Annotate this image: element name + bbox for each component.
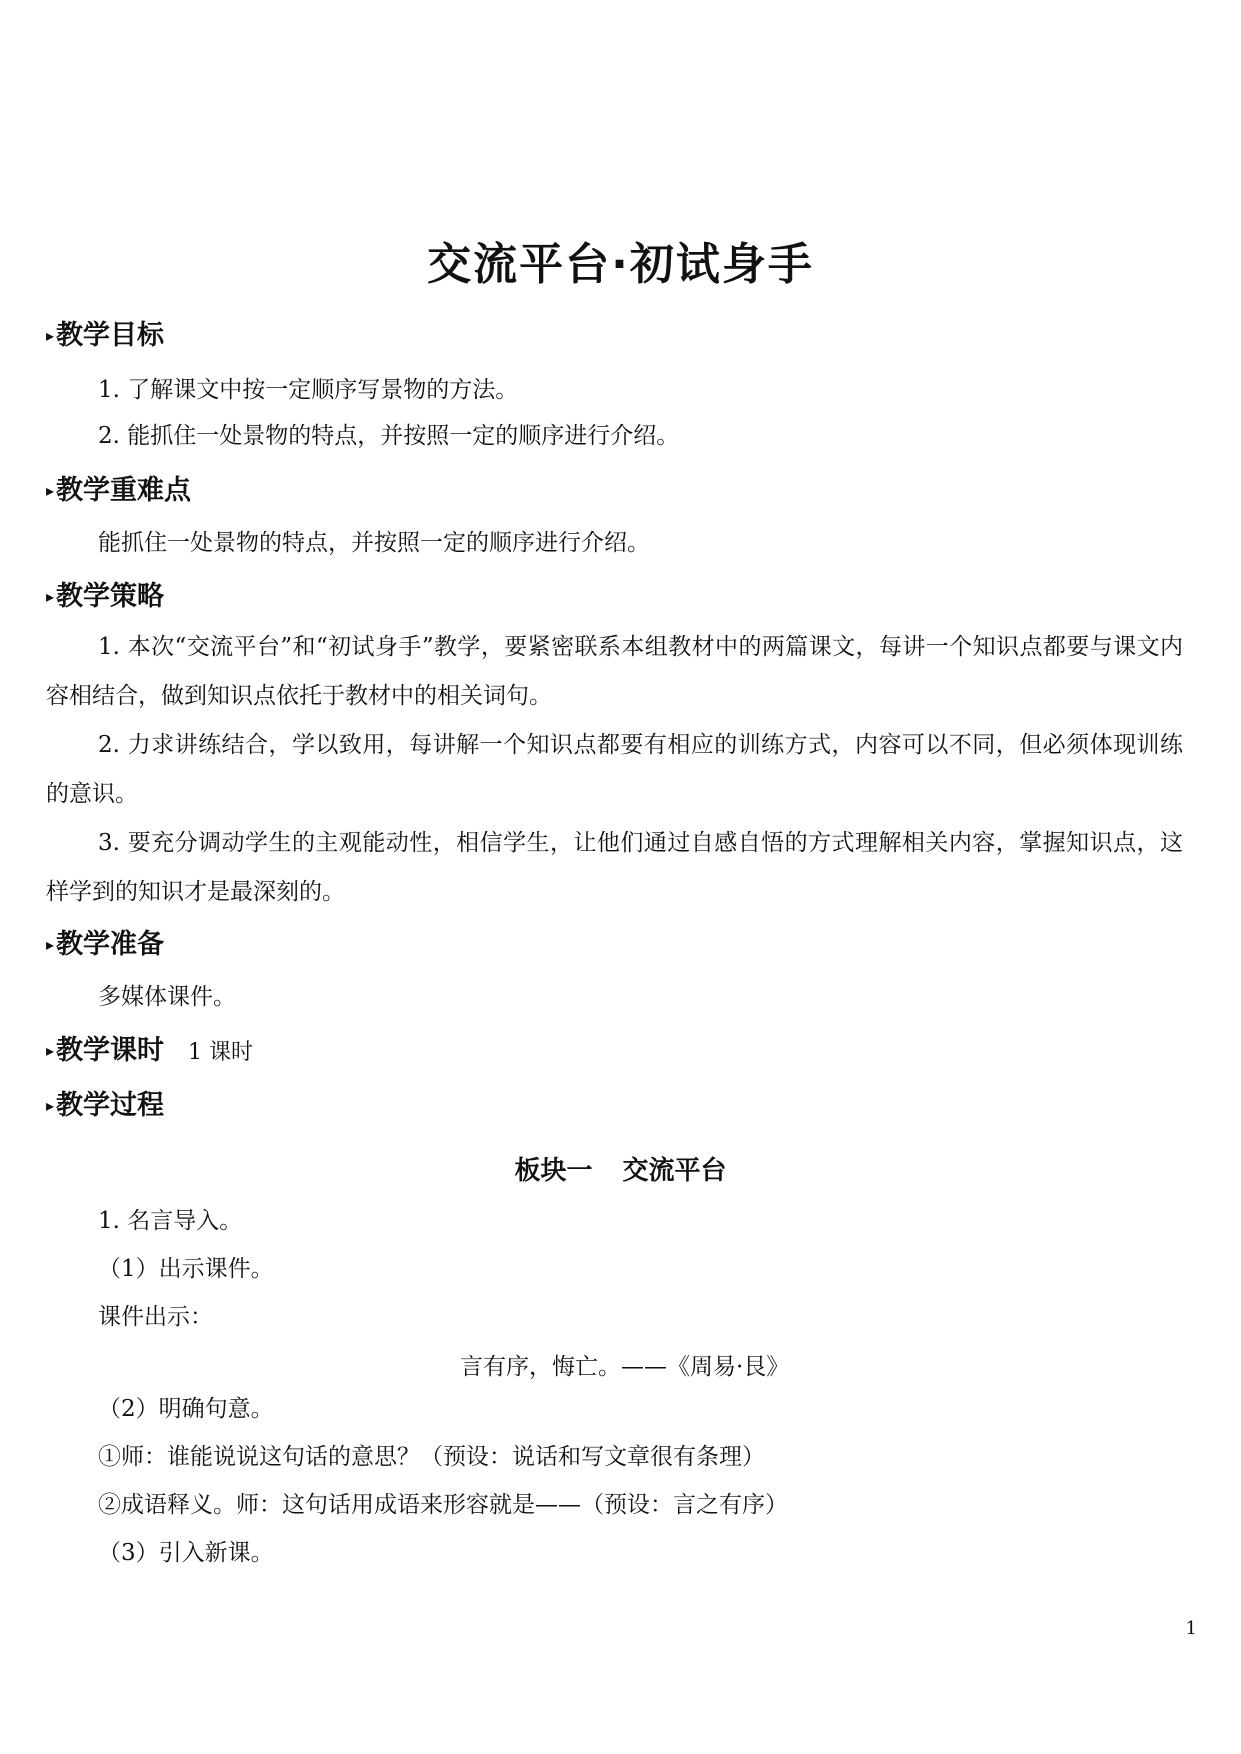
process-line-3: 课件出示：: [98, 1304, 213, 1330]
page-title: 交流平台·初试身手: [427, 239, 814, 290]
strategy-item-2: 2. 力求讲练结合，学以致用，每讲解一个知识点都要有相应的训练方式，内容可以不同，但必须体现训练的意识。: [46, 732, 1183, 807]
triangle-marker-icon: ▸: [46, 481, 55, 500]
goal-item-2: 2. 能抓住一处景物的特点，并按照一定的顺序进行介绍。: [98, 423, 680, 449]
teaching-hours-value: 1 课时: [188, 1040, 254, 1065]
goal-item-1: 1. 了解课文中按一定顺序写景物的方法。: [98, 377, 519, 403]
page-number: 1: [1185, 1618, 1197, 1639]
heading-teaching-preparation: ▸教学准备: [46, 929, 165, 960]
heading-teaching-hours: ▸教学课时 1 课时: [46, 1035, 254, 1066]
triangle-marker-icon: ▸: [46, 1041, 55, 1060]
heading-teaching-goals: ▸教学目标: [46, 320, 165, 351]
process-line-8: （3）引入新课。: [98, 1540, 274, 1566]
heading-teaching-strategy: ▸教学策略: [46, 581, 165, 612]
process-line-5: （2）明确句意。: [98, 1396, 274, 1422]
quote-zhouyi: 言有序，悔亡。——《周易·艮》: [460, 1354, 790, 1380]
heading-teaching-process: ▸教学过程: [46, 1090, 165, 1121]
triangle-marker-icon: ▸: [46, 587, 55, 606]
triangle-marker-icon: ▸: [46, 1096, 55, 1115]
strategy-item-3: 3. 要充分调动学生的主观能动性，相信学生，让他们通过自感自悟的方式理解相关内容，掌握知识点，这样学到的知识才是最深刻的。: [46, 830, 1183, 905]
triangle-marker-icon: ▸: [46, 326, 55, 345]
process-line-6: ①师：谁能说说这句话的意思？（预设：说话和写文章很有条理）: [98, 1444, 765, 1470]
process-line-2: （1）出示课件。: [98, 1256, 274, 1282]
triangle-marker-icon: ▸: [46, 935, 55, 954]
strategy-item-1: 1. 本次“交流平台”和“初试身手”教学，要紧密联系本组教材中的两篇课文，每讲一个知识点都要与课文内容相结合，做到知识点依托于教材中的相关词句。: [46, 634, 1183, 709]
heading-key-difficulties: ▸教学重难点: [46, 475, 192, 506]
key-difficulties-text: 能抓住一处景物的特点，并按照一定的顺序进行介绍。: [98, 530, 650, 556]
process-line-7: ②成语释义。师：这句话用成语来形容就是——（预设：言之有序）: [98, 1492, 788, 1518]
section-title: 板块一 交流平台: [514, 1156, 727, 1186]
preparation-text: 多媒体课件。: [98, 984, 236, 1010]
process-line-1: 1. 名言导入。: [98, 1208, 243, 1234]
